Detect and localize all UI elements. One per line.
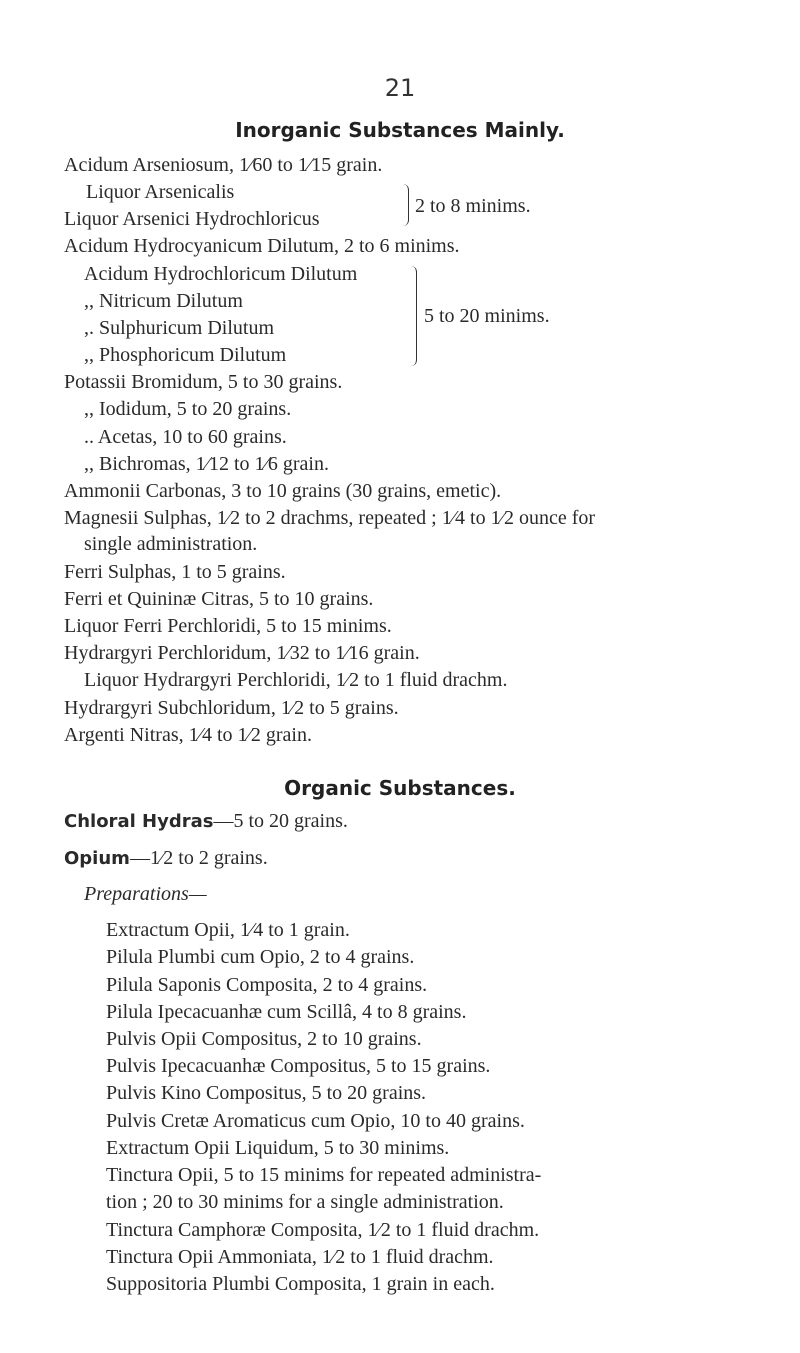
brace-acids: [410, 266, 417, 366]
prep-pilula-saponis: Pilula Saponis Composita, 2 to 4 grains.: [106, 974, 428, 996]
line-argenti-nitras: Argenti Nitras, 1⁄4 to 1⁄2 grain.: [64, 724, 312, 746]
line-magnesii-sulphas: Magnesii Sulphas, 1⁄2 to 2 drachms, repeated ; 1⁄4 to 1⁄2 ounce for: [64, 507, 596, 529]
prep-tinctura-camphorae: Tinctura Camphoræ Composita, 1⁄2 to 1 fluid drachm.: [106, 1219, 540, 1241]
prep-pulvis-kino: Pulvis Kino Compositus, 5 to 20 grains.: [106, 1082, 427, 1104]
line-ferri-quininae: Ferri et Quininæ Citras, 5 to 10 grains.: [64, 588, 374, 610]
line-sulphuricum: ,. Sulphuricum Dilutum: [84, 317, 274, 339]
chloral-name: Chloral Hydras: [64, 811, 214, 832]
preparations-label: Preparations—: [84, 883, 207, 905]
line-chloral: [64, 809, 348, 834]
prep-suppositoria: Suppositoria Plumbi Composita, 1 grain in each.: [106, 1273, 495, 1295]
page-number: 21: [384, 74, 416, 102]
line-bichromas: ,, Bichromas, 1⁄12 to 1⁄6 grain.: [84, 453, 329, 475]
inorganic-heading: Inorganic Substances Mainly.: [235, 118, 565, 142]
opium-name: Opium: [64, 848, 130, 869]
line-opium: [64, 846, 268, 871]
prep-tinctura-opii-cont: tion ; 20 to 30 minims for a single administration.: [106, 1191, 504, 1213]
prep-pulvis-cretae: Pulvis Cretæ Aromaticus cum Opio, 10 to 40 grains.: [106, 1110, 525, 1132]
line-nitricum: ,, Nitricum Dilutum: [84, 290, 243, 312]
line-acidum-hydrochloricum: Acidum Hydrochloricum Dilutum: [84, 263, 358, 285]
line-ferri-sulphas: Ferri Sulphas, 1 to 5 grains.: [64, 561, 286, 583]
line-arsenic-dose: 2 to 8 minims.: [415, 195, 531, 217]
prep-tinctura-opii: Tinctura Opii, 5 to 15 minims for repeated administra-: [106, 1164, 542, 1186]
line-potassii-bromidum: Potassii Bromidum, 5 to 30 grains.: [64, 371, 343, 393]
line-acids-dose: 5 to 20 minims.: [424, 305, 550, 327]
brace-arsenic: [402, 184, 409, 226]
organic-heading: Organic Substances.: [284, 776, 516, 800]
line-liquor-arsenici: Liquor Arsenici Hydrochloricus: [64, 208, 320, 230]
opium-dose: —1⁄2 to 2 grains.: [129, 847, 268, 869]
prep-tinctura-ammoniata: Tinctura Opii Ammoniata, 1⁄2 to 1 fluid drachm.: [106, 1246, 494, 1268]
prep-extractum-opii: Extractum Opii, 1⁄4 to 1 grain.: [106, 919, 350, 941]
line-ammonii-carbonas: Ammonii Carbonas, 3 to 10 grains (30 grains, emetic).: [64, 480, 502, 502]
line-phosphoricum: ,, Phosphoricum Dilutum: [84, 344, 287, 366]
line-liquor-arsenicalis: Liquor Arsenicalis: [86, 181, 235, 203]
prep-pulvis-opii: Pulvis Opii Compositus, 2 to 10 grains.: [106, 1028, 422, 1050]
line-liquor-hydrargyri: Liquor Hydrargyri Perchloridi, 1⁄2 to 1 fluid drachm.: [84, 669, 508, 691]
prep-pilula-ipecacuanhae: Pilula Ipecacuanhæ cum Scillâ, 4 to 8 grains.: [106, 1001, 467, 1023]
line-hydrargyri-subchloridum: Hydrargyri Subchloridum, 1⁄2 to 5 grains.: [64, 697, 399, 719]
line-hydrargyri-perchloridum: Hydrargyri Perchloridum, 1⁄32 to 1⁄16 grain.: [64, 642, 420, 664]
line-iodidum: ,, Iodidum, 5 to 20 grains.: [84, 398, 292, 420]
prep-pulvis-ipecacuanhae: Pulvis Ipecacuanhæ Compositus, 5 to 15 grains.: [106, 1055, 491, 1077]
prep-pilula-plumbi: Pilula Plumbi cum Opio, 2 to 4 grains.: [106, 946, 415, 968]
line-liquor-ferri: Liquor Ferri Perchloridi, 5 to 15 minims.: [64, 615, 392, 637]
prep-extractum-liquidum: Extractum Opii Liquidum, 5 to 30 minims.: [106, 1137, 450, 1159]
chloral-dose: —5 to 20 grains.: [213, 810, 348, 832]
line-acidum-hydrocyanicum: Acidum Hydrocyanicum Dilutum, 2 to 6 minims.: [64, 235, 460, 257]
line-acidum-arseniosum: Acidum Arseniosum, 1⁄60 to 1⁄15 grain.: [64, 154, 383, 176]
line-single-administration: single administration.: [84, 533, 258, 555]
line-acetas: .. Acetas, 10 to 60 grains.: [84, 426, 287, 448]
